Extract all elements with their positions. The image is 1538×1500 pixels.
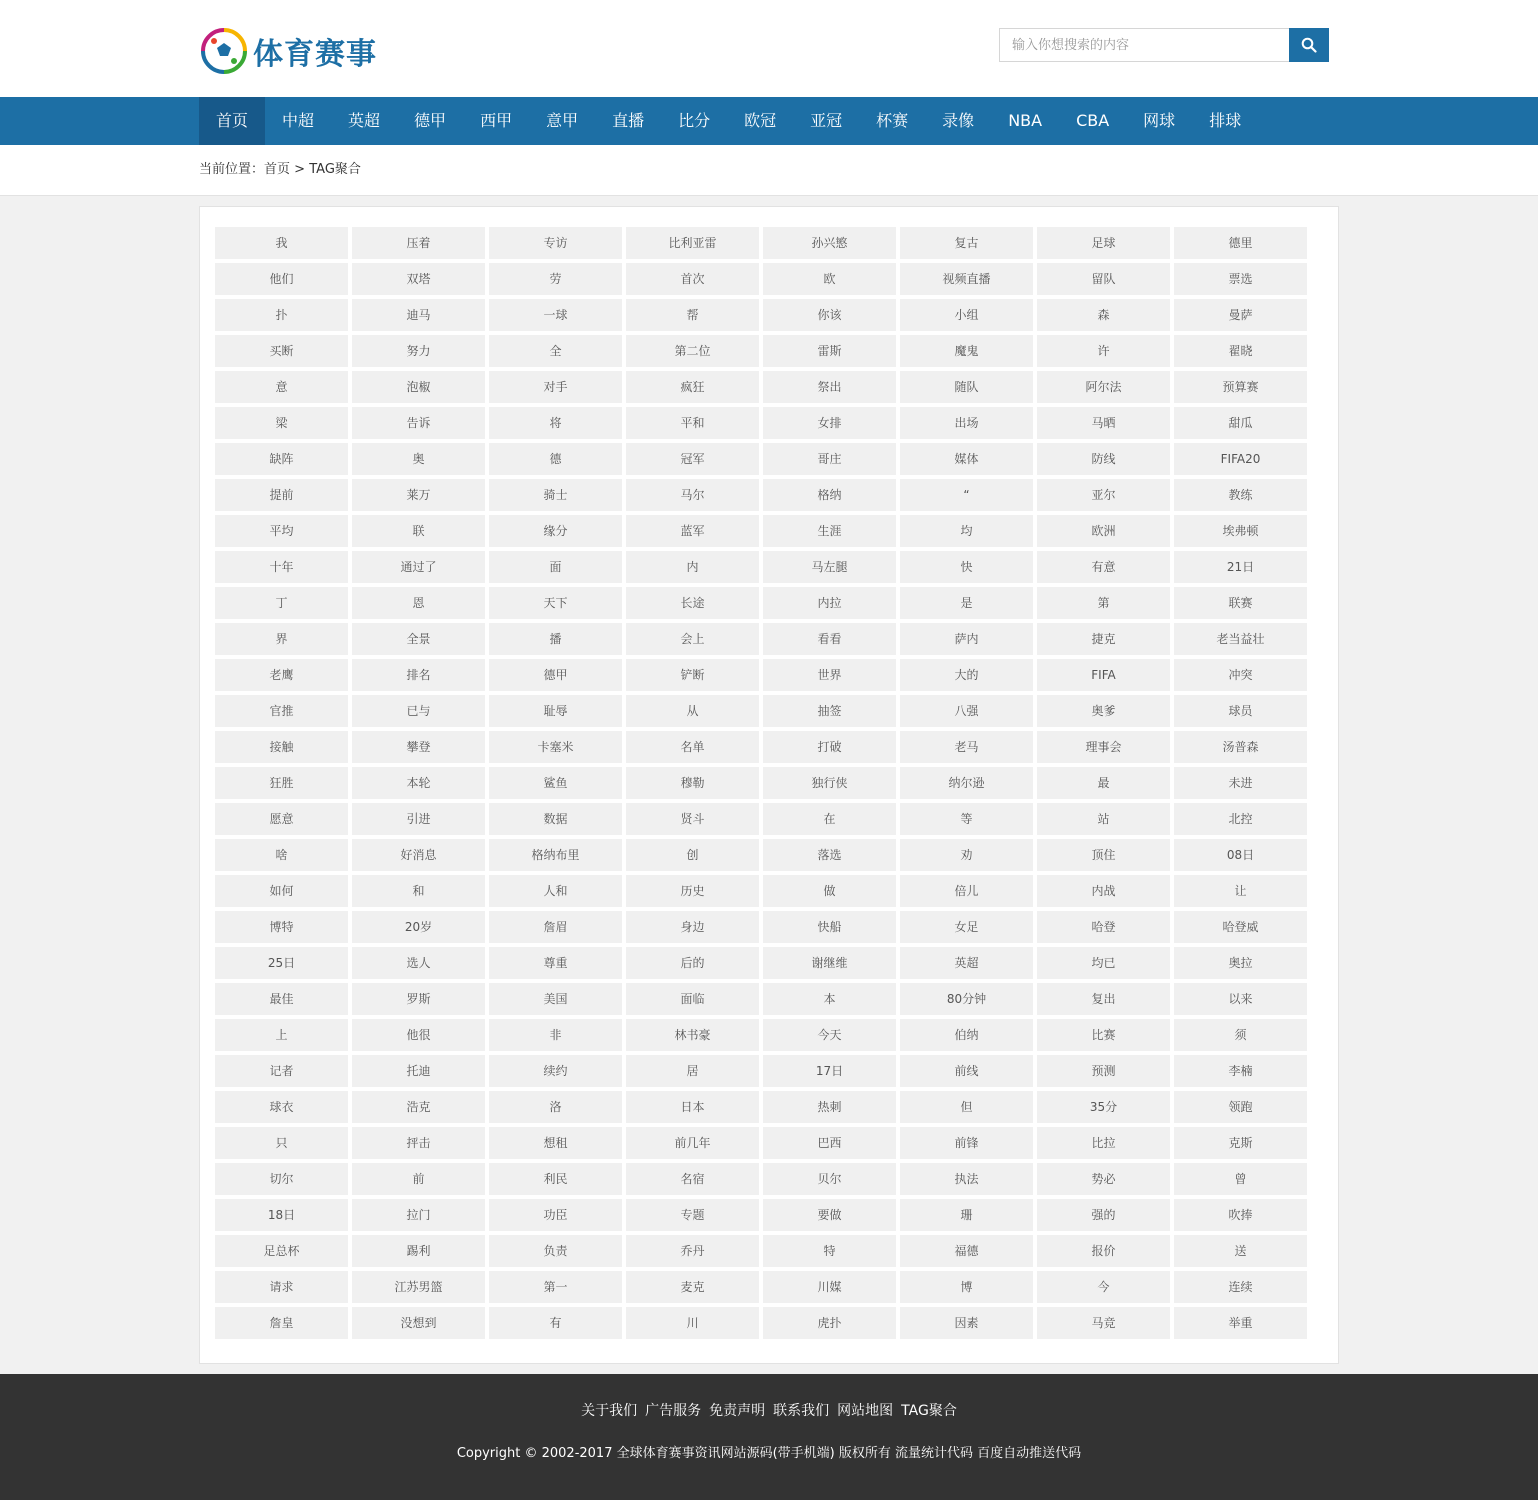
tag-link[interactable]: 从 xyxy=(626,695,759,727)
tag-link[interactable]: 德 xyxy=(489,443,622,475)
tag-link[interactable]: 球员 xyxy=(1174,695,1307,727)
tag-link[interactable]: 克斯 xyxy=(1174,1127,1307,1159)
tag-link[interactable]: 名单 xyxy=(626,731,759,763)
tag-link[interactable]: 出场 xyxy=(900,407,1033,439)
tag-link[interactable]: 穆勒 xyxy=(626,767,759,799)
tag-link[interactable]: 创 xyxy=(626,839,759,871)
tag-link[interactable]: 老当益壮 xyxy=(1174,623,1307,655)
footer-link[interactable]: 广告服务 xyxy=(645,1403,702,1419)
tag-link[interactable]: 连续 xyxy=(1174,1271,1307,1303)
tag-link[interactable]: 联赛 xyxy=(1174,587,1307,619)
tag-link[interactable]: 林书豪 xyxy=(626,1019,759,1051)
tag-link[interactable]: 哈登 xyxy=(1037,911,1170,943)
tag-link[interactable]: 内战 xyxy=(1037,875,1170,907)
tag-link[interactable]: 复出 xyxy=(1037,983,1170,1015)
tag-link[interactable]: 洛 xyxy=(489,1091,622,1123)
tag-link[interactable]: 有 xyxy=(489,1307,622,1339)
tag-link[interactable]: 21日 xyxy=(1174,551,1307,583)
tag-link[interactable]: 教练 xyxy=(1174,479,1307,511)
tag-link[interactable]: 足总杯 xyxy=(215,1235,348,1267)
tag-link[interactable]: 非 xyxy=(489,1019,622,1051)
tag-link[interactable]: 有意 xyxy=(1037,551,1170,583)
tag-link[interactable]: 劳 xyxy=(489,263,622,295)
tag-link[interactable]: 名宿 xyxy=(626,1163,759,1195)
tag-link[interactable]: 八强 xyxy=(900,695,1033,727)
tag-link[interactable]: 前几年 xyxy=(626,1127,759,1159)
tag-link[interactable]: 珊 xyxy=(900,1199,1033,1231)
tag-link[interactable]: 面临 xyxy=(626,983,759,1015)
tag-link[interactable]: 执法 xyxy=(900,1163,1033,1195)
breadcrumb-prefix: 当前位置： xyxy=(199,162,265,177)
site-header xyxy=(0,0,1538,97)
tag-link[interactable]: 哥庄 xyxy=(763,443,896,475)
tag-link[interactable]: 以来 xyxy=(1174,983,1307,1015)
tag-link[interactable]: 08日 xyxy=(1174,839,1307,871)
tag-link[interactable]: 李楠 xyxy=(1174,1055,1307,1087)
tag-link[interactable]: 梁 xyxy=(215,407,348,439)
tag-link[interactable]: 詹眉 xyxy=(489,911,622,943)
tag-link[interactable]: 切尔 xyxy=(215,1163,348,1195)
tag-link[interactable]: 川 xyxy=(626,1307,759,1339)
tag-link[interactable]: 通过了 xyxy=(352,551,485,583)
tag-link[interactable]: 利民 xyxy=(489,1163,622,1195)
tag-link[interactable]: 愿意 xyxy=(215,803,348,835)
tag-link[interactable]: 只 xyxy=(215,1127,348,1159)
tag-link[interactable]: 买断 xyxy=(215,335,348,367)
tag-link[interactable]: 内 xyxy=(626,551,759,583)
tag-link[interactable]: 想租 xyxy=(489,1127,622,1159)
tag-link[interactable]: 啥 xyxy=(215,839,348,871)
tag-link[interactable]: 奥 xyxy=(352,443,485,475)
breadcrumb xyxy=(199,145,1339,195)
tag-link[interactable]: 历史 xyxy=(626,875,759,907)
tag-link[interactable]: 曼萨 xyxy=(1174,299,1307,331)
tag-link[interactable]: 对手 xyxy=(489,371,622,403)
tag-link[interactable]: 马尔 xyxy=(626,479,759,511)
tag-link[interactable]: 汤普森 xyxy=(1174,731,1307,763)
tag-link[interactable]: 18日 xyxy=(215,1199,348,1231)
tag-link[interactable]: 甜瓜 xyxy=(1174,407,1307,439)
nav-item[interactable]: 比分 xyxy=(678,111,711,130)
tag-link[interactable]: 做 xyxy=(763,875,896,907)
tag-link[interactable]: 曾 xyxy=(1174,1163,1307,1195)
tag-link[interactable]: 福德 xyxy=(900,1235,1033,1267)
tag-link[interactable]: 防线 xyxy=(1037,443,1170,475)
tag-link[interactable]: 居 xyxy=(626,1055,759,1087)
tag-link[interactable]: 告诉 xyxy=(352,407,485,439)
tag-link[interactable]: 耻辱 xyxy=(489,695,622,727)
tag-link[interactable]: 在 xyxy=(763,803,896,835)
tag-link[interactable]: 等 xyxy=(900,803,1033,835)
tag-link[interactable]: 联 xyxy=(352,515,485,547)
tag-link[interactable]: 埃弗顿 xyxy=(1174,515,1307,547)
footer-link[interactable]: 关于我们 xyxy=(581,1403,638,1419)
tag-link[interactable]: 十年 xyxy=(215,551,348,583)
tag-link[interactable]: 格纳 xyxy=(763,479,896,511)
tag-link[interactable]: 官推 xyxy=(215,695,348,727)
tag-link[interactable]: 我 xyxy=(215,227,348,259)
tag-link[interactable]: 强的 xyxy=(1037,1199,1170,1231)
tag-link[interactable]: 好消息 xyxy=(352,839,485,871)
tag-link[interactable]: 莱万 xyxy=(352,479,485,511)
tag-link[interactable]: 捷克 xyxy=(1037,623,1170,655)
tag-link[interactable]: 打破 xyxy=(763,731,896,763)
breadcrumb-separator: > xyxy=(294,162,306,177)
tag-link[interactable]: 双塔 xyxy=(352,263,485,295)
tag-link[interactable]: 冲突 xyxy=(1174,659,1307,691)
tag-link[interactable]: 负责 xyxy=(489,1235,622,1267)
tag-link[interactable]: 抨击 xyxy=(352,1127,485,1159)
tag-link[interactable]: 萨内 xyxy=(900,623,1033,655)
tag-link[interactable]: 提前 xyxy=(215,479,348,511)
tag-link[interactable]: 留队 xyxy=(1037,263,1170,295)
nav-list xyxy=(199,97,1339,145)
tag-link[interactable]: 足球 xyxy=(1037,227,1170,259)
tag-link[interactable]: 须 xyxy=(1174,1019,1307,1051)
tag-link[interactable]: 看看 xyxy=(763,623,896,655)
tag-link[interactable]: 你该 xyxy=(763,299,896,331)
nav-item[interactable]: 英超 xyxy=(348,111,381,130)
tag-link[interactable]: 今天 xyxy=(763,1019,896,1051)
tag-link[interactable]: 因素 xyxy=(900,1307,1033,1339)
tag-link[interactable]: 专访 xyxy=(489,227,622,259)
tag-link[interactable]: 世界 xyxy=(763,659,896,691)
tag-link[interactable]: 亚尔 xyxy=(1037,479,1170,511)
tag-link[interactable]: 马竞 xyxy=(1037,1307,1170,1339)
tag-link[interactable]: 虎扑 xyxy=(763,1307,896,1339)
tag-link[interactable]: 但 xyxy=(900,1091,1033,1123)
tag-link[interactable]: 女排 xyxy=(763,407,896,439)
tag-link[interactable]: 复古 xyxy=(900,227,1033,259)
tag-link[interactable]: 老马 xyxy=(900,731,1033,763)
tag-link[interactable]: 狂胜 xyxy=(215,767,348,799)
tag-link[interactable]: 川媒 xyxy=(763,1271,896,1303)
tag-link[interactable]: 压着 xyxy=(352,227,485,259)
nav-item[interactable]: 直播 xyxy=(612,111,645,130)
tag-link[interactable]: 翟晓 xyxy=(1174,335,1307,367)
tag-link[interactable]: 平均 xyxy=(215,515,348,547)
tag-link[interactable]: 他很 xyxy=(352,1019,485,1051)
tag-link[interactable]: 25日 xyxy=(215,947,348,979)
tag-link[interactable]: 魔鬼 xyxy=(900,335,1033,367)
search-icon xyxy=(1301,37,1317,53)
nav-item[interactable]: 排球 xyxy=(1209,111,1242,130)
tag-link[interactable]: 美国 xyxy=(489,983,622,1015)
tag-link[interactable]: 纳尔逊 xyxy=(900,767,1033,799)
tag-link[interactable]: 送 xyxy=(1174,1235,1307,1267)
tag-link[interactable]: 伯纳 xyxy=(900,1019,1033,1051)
tag-link[interactable]: 努力 xyxy=(352,335,485,367)
tag-link[interactable]: 媒体 xyxy=(900,443,1033,475)
tag-link[interactable]: 17日 xyxy=(763,1055,896,1087)
tag-link[interactable]: 大的 xyxy=(900,659,1033,691)
tag-link[interactable]: 首次 xyxy=(626,263,759,295)
nav-item[interactable]: 意甲 xyxy=(546,111,579,130)
breadcrumb-current: TAG聚合 xyxy=(309,162,361,177)
tag-link[interactable]: 拉门 xyxy=(352,1199,485,1231)
tag-link[interactable]: 德甲 xyxy=(489,659,622,691)
nav-item[interactable]: NBA xyxy=(1008,111,1043,130)
tag-link[interactable]: 本 xyxy=(763,983,896,1015)
tag-link[interactable]: 长途 xyxy=(626,587,759,619)
tag-link[interactable]: 后的 xyxy=(626,947,759,979)
tag-link[interactable]: 站 xyxy=(1037,803,1170,835)
tag-link[interactable]: 孙兴慜 xyxy=(763,227,896,259)
tag-link[interactable]: 乔丹 xyxy=(626,1235,759,1267)
tag-link[interactable]: 卡塞米 xyxy=(489,731,622,763)
tag-link[interactable]: 托迪 xyxy=(352,1055,485,1087)
tag-link[interactable]: 罗斯 xyxy=(352,983,485,1015)
tag-link[interactable]: 贤斗 xyxy=(626,803,759,835)
tag-link[interactable]: 数据 xyxy=(489,803,622,835)
soccer-ball-icon xyxy=(201,28,247,74)
tag-link[interactable]: 比利亚雷 xyxy=(626,227,759,259)
nav-item[interactable]: 首页 xyxy=(199,97,265,145)
tag-link[interactable]: 球衣 xyxy=(215,1091,348,1123)
tag-link[interactable]: 如何 xyxy=(215,875,348,907)
tag-link[interactable]: 特 xyxy=(763,1235,896,1267)
tag-link[interactable]: 热刺 xyxy=(763,1091,896,1123)
tag-link[interactable]: 江苏男篮 xyxy=(352,1271,485,1303)
nav-item[interactable]: 录像 xyxy=(942,111,975,130)
tag-link[interactable]: 格纳布里 xyxy=(489,839,622,871)
tag-link[interactable]: 吹捧 xyxy=(1174,1199,1307,1231)
tag-link[interactable]: 是 xyxy=(900,587,1033,619)
search-button[interactable] xyxy=(1289,28,1329,62)
tag-link[interactable]: 未进 xyxy=(1174,767,1307,799)
tag-panel xyxy=(199,206,1339,1364)
tag-link[interactable]: 全 xyxy=(489,335,622,367)
tag-link[interactable]: 疯狂 xyxy=(626,371,759,403)
tag-link[interactable]: 蓝军 xyxy=(626,515,759,547)
tag-link[interactable]: 会上 xyxy=(626,623,759,655)
tag-link[interactable]: 最佳 xyxy=(215,983,348,1015)
nav-item[interactable]: 德甲 xyxy=(414,111,447,130)
tag-link[interactable]: 抽签 xyxy=(763,695,896,727)
tag-link[interactable]: 选人 xyxy=(352,947,485,979)
tag-link[interactable]: 尊重 xyxy=(489,947,622,979)
tag-link[interactable]: 续约 xyxy=(489,1055,622,1087)
tag-link[interactable]: 英超 xyxy=(900,947,1033,979)
tag-link[interactable]: 他们 xyxy=(215,263,348,295)
tag-link[interactable]: 帮 xyxy=(626,299,759,331)
nav-item[interactable]: 欧冠 xyxy=(744,111,777,130)
tag-link[interactable]: 预测 xyxy=(1037,1055,1170,1087)
tag-link[interactable]: FIFA xyxy=(1037,659,1170,691)
breadcrumb-bar xyxy=(0,145,1538,196)
tag-link[interactable]: 最 xyxy=(1037,767,1170,799)
tag-link[interactable]: 全景 xyxy=(352,623,485,655)
nav-item[interactable]: 中超 xyxy=(282,111,315,130)
tag-link[interactable]: 詹皇 xyxy=(215,1307,348,1339)
tag-link[interactable]: 80分钟 xyxy=(900,983,1033,1015)
tag-link[interactable]: 播 xyxy=(489,623,622,655)
search-bar xyxy=(999,28,1329,62)
tag-link[interactable]: 领跑 xyxy=(1174,1091,1307,1123)
tag-link[interactable]: 举重 xyxy=(1174,1307,1307,1339)
tag-link[interactable]: 冠军 xyxy=(626,443,759,475)
nav-item[interactable]: 网球 xyxy=(1143,111,1176,130)
tag-link[interactable]: 小组 xyxy=(900,299,1033,331)
tag-link[interactable]: 天下 xyxy=(489,587,622,619)
footer-links xyxy=(0,1374,1538,1420)
tag-link[interactable]: 上 xyxy=(215,1019,348,1051)
tag-link[interactable]: 20岁 xyxy=(352,911,485,943)
tag-link[interactable]: 缺阵 xyxy=(215,443,348,475)
footer-link[interactable]: 免责声明 xyxy=(709,1403,766,1419)
tag-link[interactable]: 均已 xyxy=(1037,947,1170,979)
tag-link[interactable]: 鲨鱼 xyxy=(489,767,622,799)
tag-link[interactable]: 铲断 xyxy=(626,659,759,691)
tag-link[interactable]: 浩克 xyxy=(352,1091,485,1123)
tag-link[interactable]: 本轮 xyxy=(352,767,485,799)
tag-link[interactable]: 均 xyxy=(900,515,1033,547)
main-nav xyxy=(0,97,1538,145)
tag-link[interactable]: 女足 xyxy=(900,911,1033,943)
tag-link[interactable]: 踢利 xyxy=(352,1235,485,1267)
tag-link[interactable]: 理事会 xyxy=(1037,731,1170,763)
tag-grid xyxy=(215,227,1323,1339)
tag-link[interactable]: 要做 xyxy=(763,1199,896,1231)
tag-link[interactable]: 阿尔法 xyxy=(1037,371,1170,403)
tag-link[interactable]: 劝 xyxy=(900,839,1033,871)
tag-link[interactable]: 没想到 xyxy=(352,1307,485,1339)
footer-link[interactable]: 联系我们 xyxy=(773,1403,830,1419)
tag-link[interactable]: 内拉 xyxy=(763,587,896,619)
tag-link[interactable]: 和 xyxy=(352,875,485,907)
tag-link[interactable]: 势必 xyxy=(1037,1163,1170,1195)
tag-link[interactable]: 今 xyxy=(1037,1271,1170,1303)
tag-link[interactable]: 北控 xyxy=(1174,803,1307,835)
tag-link[interactable]: 快 xyxy=(900,551,1033,583)
tag-link[interactable]: 前 xyxy=(352,1163,485,1195)
tag-link[interactable]: 已与 xyxy=(352,695,485,727)
nav-item[interactable]: CBA xyxy=(1076,111,1110,130)
tag-link[interactable]: 骑士 xyxy=(489,479,622,511)
tag-link[interactable]: 祭出 xyxy=(763,371,896,403)
tag-link[interactable]: 博 xyxy=(900,1271,1033,1303)
tag-link[interactable]: 迪马 xyxy=(352,299,485,331)
tag-link[interactable]: 排名 xyxy=(352,659,485,691)
tag-link[interactable]: 第二位 xyxy=(626,335,759,367)
tag-link[interactable]: 缘分 xyxy=(489,515,622,547)
tag-link[interactable]: 丁 xyxy=(215,587,348,619)
logo-text: 体育赛事 xyxy=(253,37,377,72)
tag-link[interactable]: “ xyxy=(900,479,1033,511)
tag-link[interactable]: 意 xyxy=(215,371,348,403)
tag-link[interactable]: 比拉 xyxy=(1037,1127,1170,1159)
tag-link[interactable]: 雷斯 xyxy=(763,335,896,367)
nav-item[interactable]: 亚冠 xyxy=(810,111,843,130)
tag-link[interactable]: 奥爹 xyxy=(1037,695,1170,727)
tag-link[interactable]: 日本 xyxy=(626,1091,759,1123)
tag-link[interactable]: 德里 xyxy=(1174,227,1307,259)
tag-link[interactable]: 扑 xyxy=(215,299,348,331)
tag-link[interactable]: 人和 xyxy=(489,875,622,907)
tag-link[interactable]: 记者 xyxy=(215,1055,348,1087)
tag-link[interactable]: 前锋 xyxy=(900,1127,1033,1159)
tag-link[interactable]: 欧洲 xyxy=(1037,515,1170,547)
tag-link[interactable]: 视频直播 xyxy=(900,263,1033,295)
tag-link[interactable]: 谢继维 xyxy=(763,947,896,979)
nav-item[interactable]: 西甲 xyxy=(480,111,513,130)
footer-link[interactable]: 网站地图 xyxy=(837,1403,894,1419)
breadcrumb-home[interactable]: 首页 xyxy=(264,162,291,177)
tag-link[interactable]: 功臣 xyxy=(489,1199,622,1231)
tag-link[interactable]: 一球 xyxy=(489,299,622,331)
tag-link[interactable]: 独行侠 xyxy=(763,767,896,799)
tag-link[interactable]: 泡椒 xyxy=(352,371,485,403)
tag-link[interactable]: FIFA20 xyxy=(1174,443,1307,475)
tag-link[interactable]: 随队 xyxy=(900,371,1033,403)
tag-link[interactable]: 顶住 xyxy=(1037,839,1170,871)
tag-link[interactable]: 麦克 xyxy=(626,1271,759,1303)
tag-link[interactable]: 马左腿 xyxy=(763,551,896,583)
tag-link[interactable]: 马晒 xyxy=(1037,407,1170,439)
tag-link[interactable]: 平和 xyxy=(626,407,759,439)
tag-link[interactable]: 让 xyxy=(1174,875,1307,907)
tag-link[interactable]: 巴西 xyxy=(763,1127,896,1159)
tag-link[interactable]: 第 xyxy=(1037,587,1170,619)
tag-link[interactable]: 老鹰 xyxy=(215,659,348,691)
site-footer xyxy=(0,1374,1538,1500)
tag-link[interactable]: 欧 xyxy=(763,263,896,295)
tag-link[interactable]: 预算赛 xyxy=(1174,371,1307,403)
tag-link[interactable]: 博特 xyxy=(215,911,348,943)
tag-link[interactable]: 引进 xyxy=(352,803,485,835)
tag-link[interactable]: 身边 xyxy=(626,911,759,943)
tag-link[interactable]: 请求 xyxy=(215,1271,348,1303)
tag-link[interactable]: 接触 xyxy=(215,731,348,763)
tag-link[interactable]: 专题 xyxy=(626,1199,759,1231)
tag-link[interactable]: 35分 xyxy=(1037,1091,1170,1123)
copyright-text: Copyright © 2002-2017 全球体育赛事资讯网站源码(带手机端) 版权所有 流量统计代码 百度自动推送代码 xyxy=(456,1446,1082,1461)
tag-link[interactable]: 倍儿 xyxy=(900,875,1033,907)
tag-link[interactable]: 报价 xyxy=(1037,1235,1170,1267)
footer-link[interactable]: TAG聚合 xyxy=(901,1403,957,1419)
tag-link[interactable]: 界 xyxy=(215,623,348,655)
tag-link[interactable]: 快船 xyxy=(763,911,896,943)
tag-link[interactable]: 许 xyxy=(1037,335,1170,367)
tag-link[interactable]: 恩 xyxy=(352,587,485,619)
tag-link[interactable]: 票选 xyxy=(1174,263,1307,295)
nav-item[interactable]: 杯赛 xyxy=(876,111,909,130)
tag-link[interactable]: 哈登威 xyxy=(1174,911,1307,943)
tag-link[interactable]: 第一 xyxy=(489,1271,622,1303)
tag-link[interactable]: 面 xyxy=(489,551,622,583)
tag-link[interactable]: 比赛 xyxy=(1037,1019,1170,1051)
tag-link[interactable]: 贝尔 xyxy=(763,1163,896,1195)
tag-link[interactable]: 前线 xyxy=(900,1055,1033,1087)
tag-link[interactable]: 攀登 xyxy=(352,731,485,763)
tag-link[interactable]: 森 xyxy=(1037,299,1170,331)
tag-link[interactable]: 奥拉 xyxy=(1174,947,1307,979)
tag-link[interactable]: 将 xyxy=(489,407,622,439)
search-input[interactable] xyxy=(999,28,1289,62)
tag-link[interactable]: 生涯 xyxy=(763,515,896,547)
site-logo[interactable] xyxy=(201,26,377,76)
tag-link[interactable]: 落选 xyxy=(763,839,896,871)
